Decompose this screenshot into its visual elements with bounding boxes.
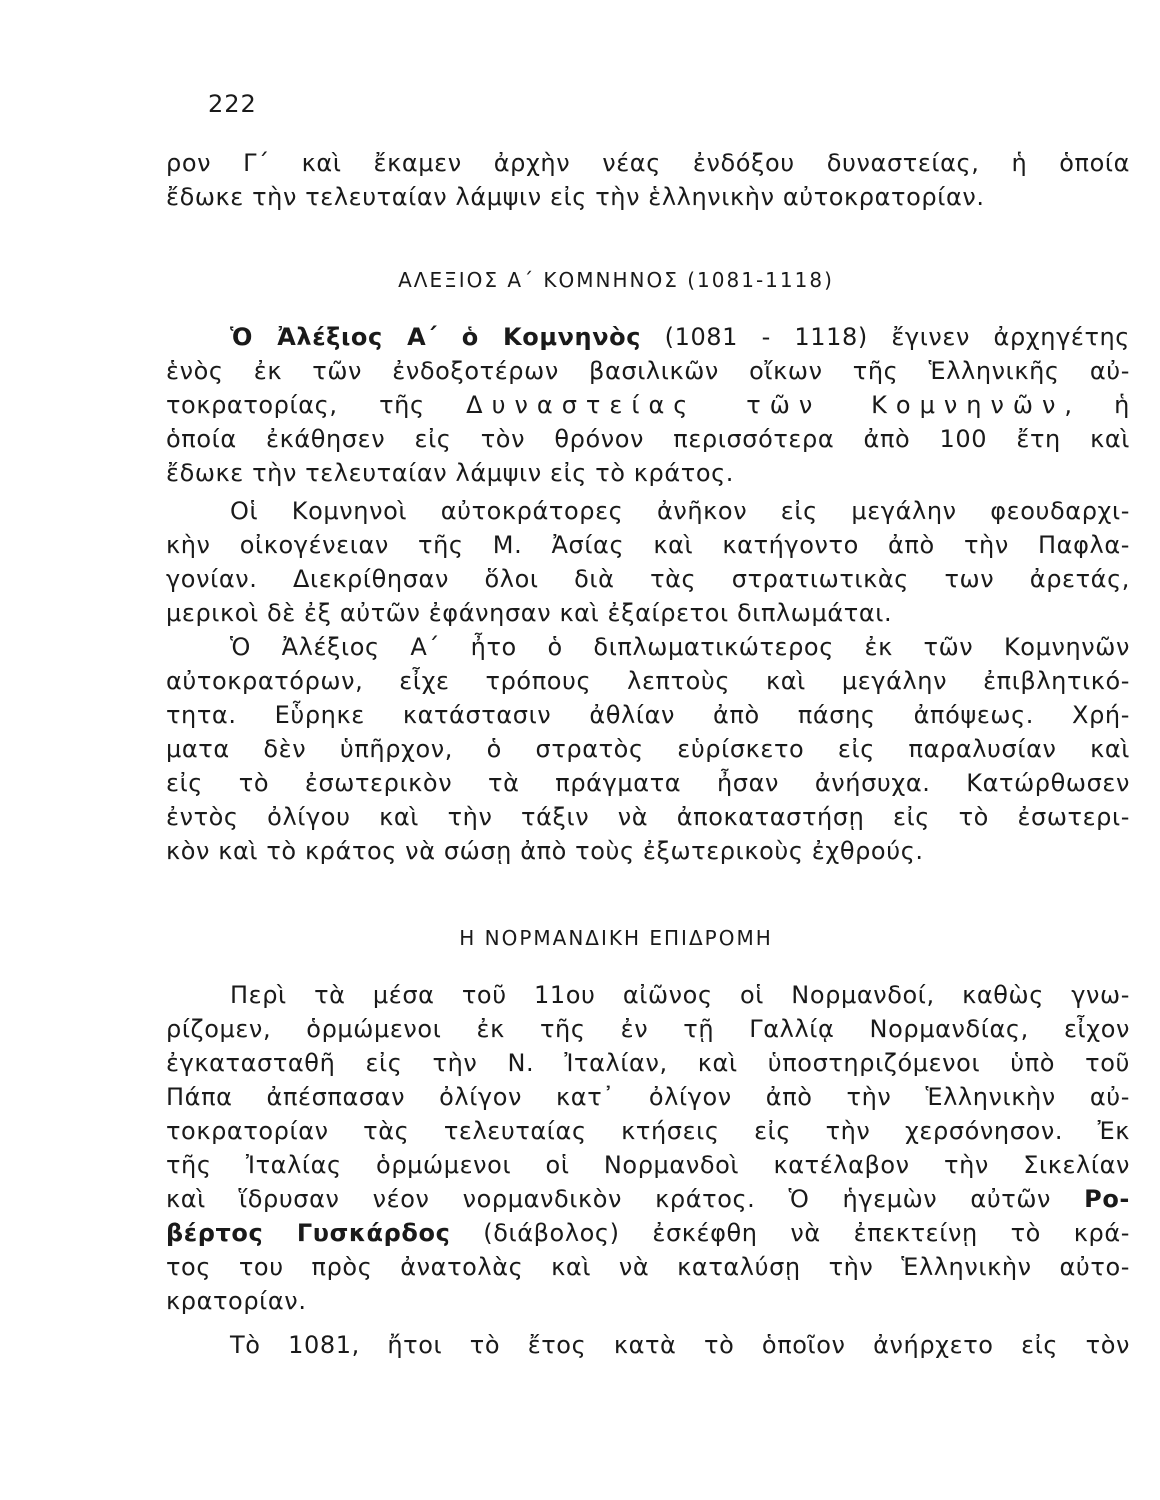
text-line: Πάπα ἀπέσπασαν ὀλίγον κατ᾽ ὀλίγον ἀπὸ τὴν Ἑλληνικὴν αὐ- <box>166 1083 1130 1111</box>
text-line: ἐγκατασταθῆ εἰς τὴν Ν. Ἰταλίαν, καὶ ὑποστηριζόμενοι ὑπὸ τοῦ <box>166 1049 1130 1077</box>
text-span: (διάβολος) ἐσκέφθη νὰ ἐπεκτείνῃ τὸ κρά- <box>450 1219 1131 1247</box>
text-span: τοκρατορίας, τῆς <box>166 391 467 419</box>
text-line: Τὸ 1081, ἤτοι τὸ ἔτος κατὰ τὸ ὁποῖον ἀνήρχετο εἰς τὸν <box>230 1331 1130 1359</box>
text-span: , ἡ <box>1064 391 1130 419</box>
text-line: κὴν οἰκογένειαν τῆς Μ. Ἀσίας καὶ κατήγοντο ἀπὸ τὴν Παφλα- <box>166 531 1130 559</box>
text-line <box>166 1182 1130 1216</box>
text-line: κὸν καὶ τὸ κράτος νὰ σώσῃ ἀπὸ τοὺς ἐξωτερικοὺς ἐχθρούς. <box>166 837 924 865</box>
text-line: μερικοὶ δὲ ἐξ αὐτῶν ἐφάνησαν καὶ ἐξαίρετοι διπλωμάται. <box>166 599 893 627</box>
text-line: ὁποία ἐκάθησεν εἰς τὸν θρόνον περισσότερα ἀπὸ 100 ἔτη καὶ <box>166 425 1130 453</box>
text-line: ματα δὲν ὑπῆρχον, ὁ στρατὸς εὑρίσκετο εἰς παραλυσίαν καὶ <box>166 735 1130 763</box>
text-line: τος του πρὸς ἀνατολὰς καὶ νὰ καταλύσῃ τὴν Ἑλληνικὴν αὐτο- <box>166 1253 1130 1281</box>
text-line <box>166 388 1130 422</box>
text-line: ἐντὸς ὀλίγου καὶ τὴν τάξιν νὰ ἀποκαταστήσῃ εἰς τὸ ἐσωτερι- <box>166 803 1130 831</box>
paragraph-komnenoi <box>166 494 1130 630</box>
paragraph-alexios-intro <box>166 320 1130 490</box>
text-line: ἑνὸς ἐκ τῶν ἐνδοξοτέρων βασιλικῶν οἴκων τῆς Ἑλληνικῆς αὐ- <box>166 357 1130 385</box>
text-line <box>166 1216 1130 1250</box>
text-line: γονίαν. Διεκρίθησαν ὅλοι διὰ τὰς στρατιωτικὰς των ἀρετάς, <box>166 565 1130 593</box>
bold-name: Ὁ Ἀλέξιος Α΄ ὁ Κομνηνὸς <box>230 323 642 351</box>
page-number: 222 <box>208 90 257 118</box>
text-line: τῆς Ἰταλίας ὁρμώμενοι οἱ Νορμανδοὶ κατέλαβον τὴν Σικελίαν <box>166 1151 1130 1179</box>
text-line: κρατορίαν. <box>166 1287 307 1315</box>
text-line: τοκρατορίαν τὰς τελευταίας κτήσεις εἰς τὴν χερσόνησον. Ἐκ <box>166 1117 1130 1145</box>
text-line: εἰς τὸ ἐσωτερικὸν τὰ πράγματα ἦσαν ἀνήσυχα. Κατώρθωσεν <box>166 769 1130 797</box>
paragraph-normans <box>166 978 1130 1318</box>
bold-name: βέρτος Γυσκάρδος <box>166 1219 451 1247</box>
text-span: καὶ ἵδρυσαν νέον νορμανδικὸν κράτος. Ὁ ἡγεμὼν αὐτῶν <box>166 1185 1085 1213</box>
text-line: ἔδωκε τὴν τελευταίαν λάμψιν εἰς τὸ κράτος. <box>166 459 735 487</box>
text-line: ἔδωκε τὴν τελευταίαν λάμψιν εἰς τὴν ἑλληνικὴν αὐτοκρατορίαν. <box>166 183 985 211</box>
text-line: αὐτοκρατόρων, εἶχε τρόπους λεπτοὺς καὶ μεγάλην ἐπιβλητικό- <box>166 667 1130 695</box>
text-line: Ὁ Ἀλέξιος Α΄ ἦτο ὁ διπλωματικώτερος ἐκ τῶν Κομνηνῶν <box>230 633 1130 661</box>
text-line: ρίζομεν, ὁρμώμενοι ἐκ τῆς ἐν τῇ Γαλλίᾳ Νορμανδίας, εἶχον <box>166 1015 1130 1043</box>
spaced-dynasty-name: Δυναστείας τῶν Κομνηνῶν <box>466 391 1065 419</box>
text-line: Περὶ τὰ μέσα τοῦ 11ου αἰῶνος οἱ Νορμανδοί, καθὼς γνω- <box>230 981 1130 1009</box>
text-line: τητα. Εὗρηκε κατάστασιν ἀθλίαν ἀπὸ πάσης ἀπόψεως. Χρή- <box>166 701 1130 729</box>
paragraph-1081 <box>166 1328 1130 1362</box>
bold-name: Ρο- <box>1084 1185 1130 1213</box>
text-line: Οἱ Κομνηνοὶ αὐτοκράτορες ἀνῆκον εἰς μεγάλην φεουδαρχι- <box>230 497 1130 525</box>
section-heading-alexios: ΑΛΕΞΙΟΣ Α΄ ΚΟΜΝΗΝΟΣ (1081-1118) <box>398 268 834 292</box>
paragraph-alexios-diplomat <box>166 630 1130 868</box>
text-line <box>166 320 1130 354</box>
text-span: (1081 - 1118) ἔγινεν ἀρχηγέτης <box>641 323 1130 351</box>
text-line: ρον Γ΄ καὶ ἔκαμεν ἀρχὴν νέας ἐνδόξου δυναστείας, ἡ ὁποία <box>166 149 1130 177</box>
section-heading-norman-invasion: Η ΝΟΡΜΑΝΔΙΚΗ ΕΠΙΔΡΟΜΗ <box>459 926 773 950</box>
intro-paragraph <box>166 146 1130 214</box>
